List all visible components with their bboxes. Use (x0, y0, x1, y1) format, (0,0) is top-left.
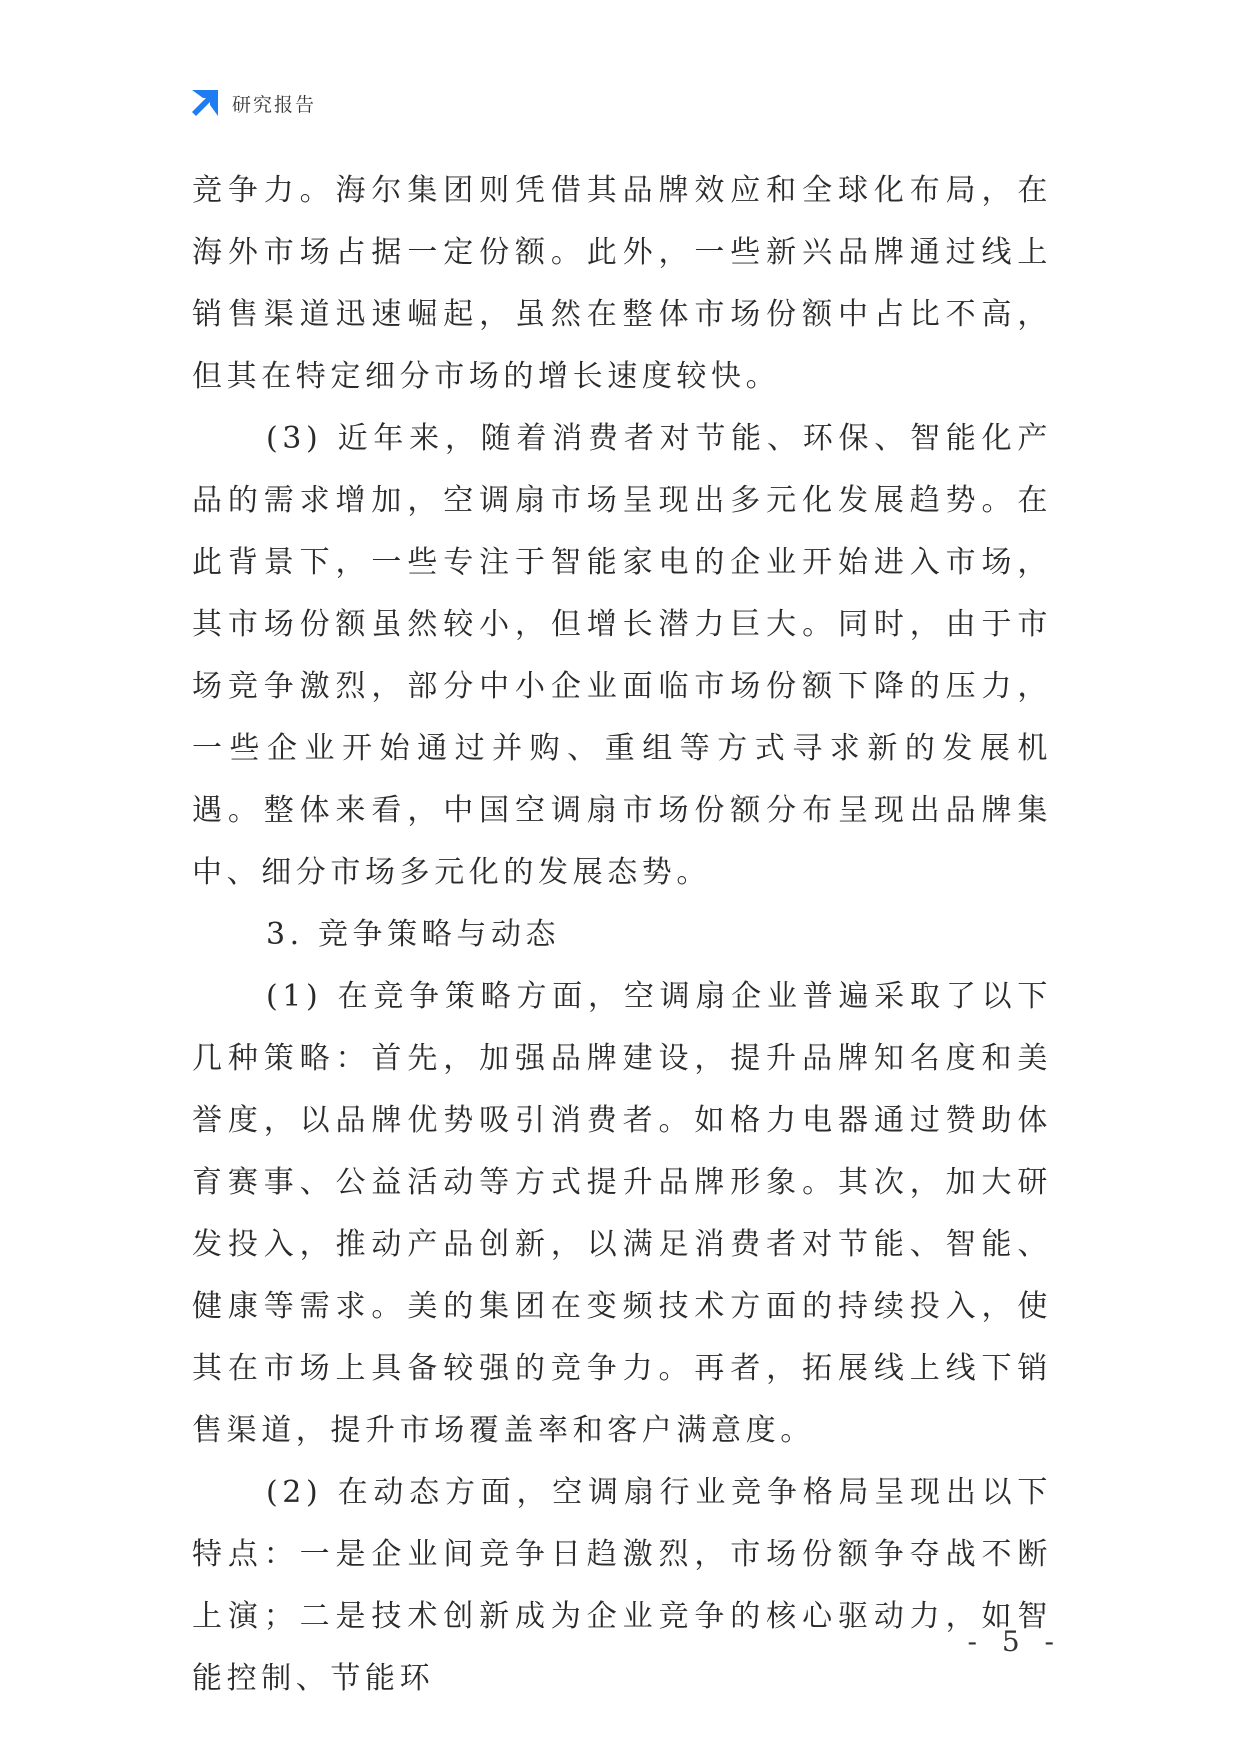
header-title: 研究报告 (232, 93, 317, 116)
paragraph-dynamics-2: (2) 在动态方面，空调扇行业竞争格局呈现出以下特点：一是企业间竞争日趋激烈，市场份额争夺战不断上演；二是技术创新成为企业竞争的核心驱动力，如智能控制、节能环 (192, 1475, 1052, 1696)
paragraph-strategy-1: (1) 在竞争策略方面，空调扇企业普遍采取了以下几种策略：首先，加强品牌建设，提升品牌知名度和美誉度，以品牌优势吸引消费者。如格力电器通过赞助体育赛事、公益活动等方式提升品牌形象。其次，加大研发投入，推动产品创新，以满足消费者对节能、智能、健康等需求。美的集团在变频技术方面的持续投入，使其在市场上具备较强的竞争力。再者，拓展线上线下销售渠道，提升市场覆盖率和客户满意度。 (192, 979, 1052, 1448)
section-heading: 3. 竞争策略与动态 (266, 917, 561, 952)
paragraph-3: (3) 近年来，随着消费者对节能、环保、智能化产品的需求增加，空调扇市场呈现出多元化发展趋势。在此背景下，一些专注于智能家电的企业开始进入市场，其市场份额虽然较小，但增长潜力巨大。同时，由于市场竞争激烈，部分中小企业面临市场份额下降的压力，一些企业开始通过并购、重组等方式寻求新的发展机遇。整体来看，中国空调扇市场份额分布呈现出品牌集中、细分市场多元化的发展态势。 (192, 421, 1052, 890)
report-arrow-logo-icon (190, 88, 220, 118)
page-header (190, 88, 316, 118)
paragraph-continued: 竞争力。海尔集团则凭借其品牌效应和全球化布局，在海外市场占据一定份额。此外，一些新兴品牌通过线上销售渠道迅速崛起，虽然在整体市场份额中占比不高，但其在特定细分市场的增长速度较快。 (192, 173, 1052, 394)
page-number: - 5 - (967, 1625, 1062, 1658)
document-body (192, 160, 1052, 1710)
